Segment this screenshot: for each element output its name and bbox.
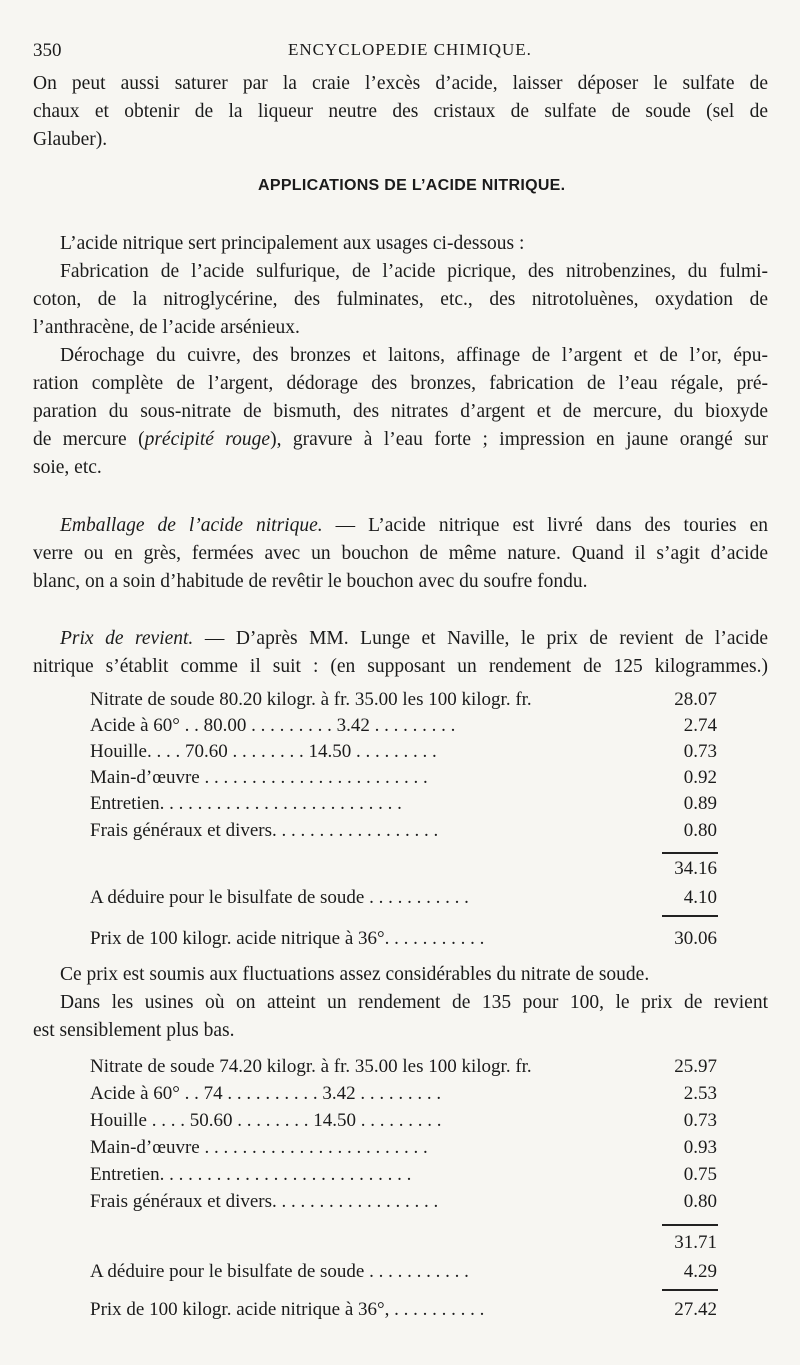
paragraph-title: Emballage de l’acide nitrique. — [60, 515, 323, 536]
table-row-label: Houille . . . . 50.60 . . . . . . . . 14.50 . . . . . . . . . — [90, 1110, 442, 1131]
text-line: l’anthracène, de l’acide arsénieux. — [33, 317, 300, 338]
text-line: est sensiblement plus bas. — [33, 1020, 235, 1041]
text-line: Dans les usines où on atteint un rendement de 135 pour 100, le prix de revient — [60, 992, 768, 1013]
sum-rule — [662, 852, 718, 854]
table-row-value: 0.92 — [683, 767, 717, 788]
deduction-label: A déduire pour le bisulfate de soude . . . . . . . . . . . — [90, 887, 469, 908]
total-value: 30.06 — [674, 928, 717, 949]
text-line: nitrique s’établit comme il suit : (en supposant un rendement de 125 kilogrammes.) — [33, 656, 768, 677]
table-row-label: Acide à 60° . . 74 . . . . . . . . . . 3.42 . . . . . . . . . — [90, 1083, 442, 1104]
table-row-label: Nitrate de soude 74.20 kilogr. à fr. 35.00 les 100 kilogr. fr. — [90, 1056, 532, 1077]
text-line: blanc, on a soin d’habitude de revêtir le bouchon avec du soufre fondu. — [33, 571, 588, 592]
table-row-label: Nitrate de soude 80.20 kilogr. à fr. 35.00 les 100 kilogr. fr. — [90, 689, 532, 710]
page-number: 350 — [33, 40, 62, 61]
table-row-value: 0.89 — [683, 793, 717, 814]
text-line: coton, de la nitroglycérine, des fulminates, etc., des nitrotoluènes, oxydation de — [33, 289, 768, 310]
subtotal-value: 34.16 — [674, 858, 717, 879]
text-line: ration complète de l’argent, dédorage des bronzes, fabrication de l’eau régale, pré- — [33, 373, 768, 394]
text-line: verre ou en grès, fermées avec un bouchon de même nature. Quand il s’agit d’acide — [33, 543, 768, 564]
text-span: ), gravure à l’eau forte ; impression en jaune orangé sur — [270, 429, 768, 450]
table-row-label: Main-d’œuvre . . . . . . . . . . . . . . . . . . . . . . . . — [90, 1137, 428, 1158]
text-line: soie, etc. — [33, 457, 102, 478]
table-row-value: 25.97 — [674, 1056, 717, 1077]
text-line: On peut aussi saturer par la craie l’excès d’acide, laisser déposer le sulfate de — [33, 73, 768, 94]
text-span: — D’après MM. Lunge et Naville, le prix de revient de l’acide — [193, 628, 768, 649]
text-span: de mercure ( — [33, 429, 145, 450]
table-row-label: Main-d’œuvre . . . . . . . . . . . . . . . . . . . . . . . . — [90, 767, 428, 788]
italic-term: précipité rouge — [144, 429, 271, 450]
table-row-value: 0.93 — [683, 1137, 717, 1158]
sum-rule — [662, 1224, 718, 1226]
table-row-value: 0.73 — [683, 1110, 717, 1131]
text-line: paration du sous-nitrate de bismuth, des nitrates d’argent et de mercure, du bioxyde — [33, 401, 768, 422]
total-label: Prix de 100 kilogr. acide nitrique à 36°, . . . . . . . . . . — [90, 1299, 485, 1320]
total-value: 27.42 — [674, 1299, 717, 1320]
text-line: L’acide nitrique sert principalement aux usages ci-dessous : — [60, 233, 525, 254]
table-row-value: 28.07 — [674, 689, 717, 710]
running-title: ENCYCLOPEDIE CHIMIQUE. — [288, 40, 532, 59]
text-line — [60, 512, 768, 539]
sum-rule — [662, 1289, 718, 1291]
subtotal-value: 31.71 — [674, 1232, 717, 1253]
deduction-value: 4.29 — [683, 1261, 717, 1282]
text-span: — L’acide nitrique est livré dans des touries en — [322, 515, 768, 536]
table-row-value: 0.80 — [683, 820, 717, 841]
table-row-label: Frais généraux et divers. . . . . . . . . . . . . . . . . . — [90, 1191, 439, 1212]
text-line: Fabrication de l’acide sulfurique, de l’acide picrique, des nitrobenzines, du fulmi- — [60, 261, 768, 282]
table-row-value: 2.53 — [683, 1083, 717, 1104]
text-line: chaux et obtenir de la liqueur neutre des cristaux de sulfate de soude (sel de — [33, 101, 768, 122]
table-row-label: Houille. . . . 70.60 . . . . . . . . 14.50 . . . . . . . . . — [90, 741, 437, 762]
table-row-value: 0.73 — [683, 741, 717, 762]
text-line: Dérochage du cuivre, des bronzes et laitons, affinage de l’argent et de l’or, épu- — [60, 345, 768, 366]
deduction-value: 4.10 — [683, 887, 717, 908]
table-row-label: Frais généraux et divers. . . . . . . . . . . . . . . . . . — [90, 820, 439, 841]
section-heading: APPLICATIONS DE L’ACIDE NITRIQUE. — [258, 177, 566, 194]
table-row-value: 0.80 — [683, 1191, 717, 1212]
table-row-label: Entretien. . . . . . . . . . . . . . . . . . . . . . . . . . . — [90, 1164, 412, 1185]
table-row-label: Acide à 60° . . 80.00 . . . . . . . . . 3.42 . . . . . . . . . — [90, 715, 456, 736]
text-line: Ce prix est soumis aux fluctuations assez considérables du nitrate de soude. — [60, 964, 650, 985]
sum-rule — [662, 915, 718, 917]
table-row-label: Entretien. . . . . . . . . . . . . . . . . . . . . . . . . . — [90, 793, 402, 814]
deduction-label: A déduire pour le bisulfate de soude . . . . . . . . . . . — [90, 1261, 469, 1282]
table-row-value: 0.75 — [683, 1164, 717, 1185]
total-label: Prix de 100 kilogr. acide nitrique à 36°. . . . . . . . . . . — [90, 928, 485, 949]
text-line — [33, 426, 768, 453]
paragraph-title: Prix de revient. — [60, 628, 194, 649]
text-line: Glauber). — [33, 129, 108, 150]
table-row-value: 2.74 — [683, 715, 717, 736]
text-line — [60, 625, 768, 652]
